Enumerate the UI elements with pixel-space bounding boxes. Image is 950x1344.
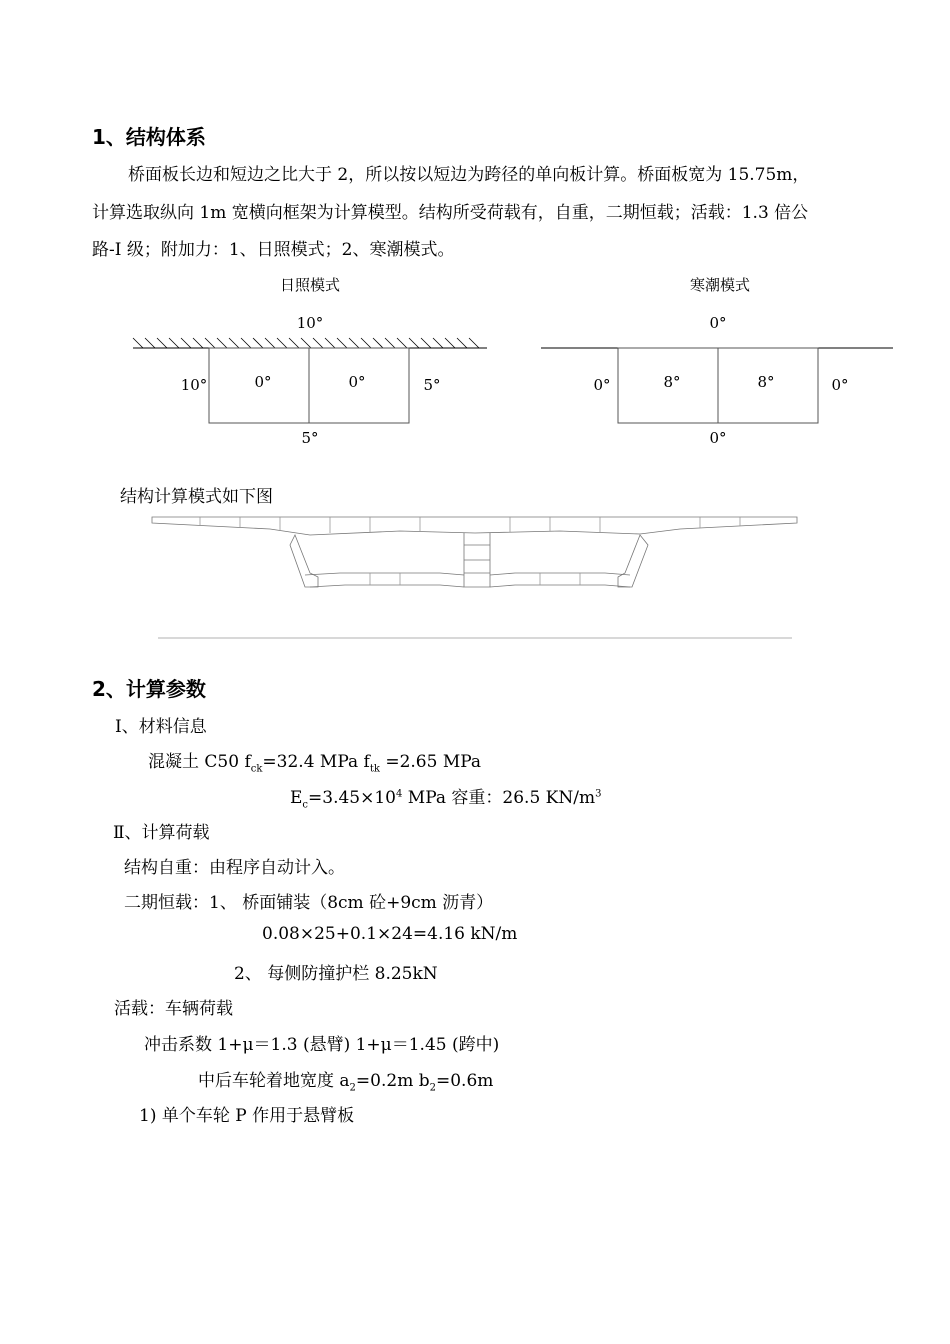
- diagram-title: 寒潮模式: [689, 276, 751, 294]
- temp-label-right: 0°: [831, 376, 849, 394]
- temp-label-top: 10°: [296, 314, 324, 332]
- paragraph-line: 路-I 级；附加力：1、日照模式；2、寒潮模式。: [92, 240, 455, 260]
- paragraph-line: 桥面板长边和短边之比大于 2，所以按以短边为跨径的单向板计算。桥面板宽为 15.75m，: [128, 165, 810, 185]
- section2-heading: 2、计算参数: [92, 677, 206, 701]
- structural-model-figure: [0, 505, 950, 650]
- dead-load-line: 二期恒载：1、 桥面铺装（8cm 砼+9cm 沥青）: [124, 893, 494, 913]
- list-item: 1) 单个车轮 P 作用于悬臂板: [139, 1106, 355, 1126]
- hatching: [133, 338, 479, 348]
- temp-label-cell: 8°: [663, 373, 681, 391]
- temp-label-cell: 0°: [254, 373, 272, 391]
- cold-mode-diagram: [541, 276, 893, 447]
- subsection-heading: Ⅱ、计算荷载: [113, 823, 210, 843]
- temp-label-left: 10°: [180, 376, 208, 394]
- subsection-heading: Ⅰ、材料信息: [115, 717, 207, 737]
- wheel-width-line: 中后车轮着地宽度 $a_2=0.2m$ $b_2=0.6m$: [198, 1071, 494, 1094]
- sun-mode-diagram: [133, 276, 487, 447]
- self-weight-line: 结构自重：由程序自动计入。: [124, 858, 345, 878]
- diagram-title: 日照模式: [279, 276, 341, 294]
- paragraph-line: 计算选取纵向 1m 宽横向框架为计算模型。结构所受荷载有，自重，二期恒载；活载：1.3 倍公: [92, 203, 809, 223]
- dead-load-line: 2、 每侧防撞护栏 8.25kN: [234, 964, 438, 984]
- model-caption: 结构计算模式如下图: [120, 487, 273, 507]
- concrete-line: 混凝土 C50 $f_{ck}=32.4$ MPa $f_{tk} =2.65$ MPa: [148, 752, 482, 775]
- modulus-line: $E_c=3.45\times 10^4$ MPa 容重：26.5 $KN/m^3$: [290, 788, 602, 811]
- dead-load-formula: 0.08×25+0.1×24=4.16 kN/m: [262, 924, 518, 944]
- temperature-diagrams: [0, 265, 950, 455]
- temp-label-top: 0°: [709, 314, 727, 332]
- temp-label-bottom: 0°: [709, 429, 727, 447]
- temp-label-left: 0°: [593, 376, 611, 394]
- temp-label-cell: 8°: [757, 373, 775, 391]
- live-load-line: 活载：车辆荷载: [114, 999, 233, 1019]
- impact-line: 冲击系数 1+μ＝1.3 (悬臂) 1+μ＝1.45 (跨中): [144, 1035, 500, 1055]
- temp-label-bottom: 5°: [301, 429, 319, 447]
- temp-label-right: 5°: [423, 376, 441, 394]
- temp-label-cell: 0°: [348, 373, 366, 391]
- section1-heading: 1、结构体系: [92, 125, 206, 149]
